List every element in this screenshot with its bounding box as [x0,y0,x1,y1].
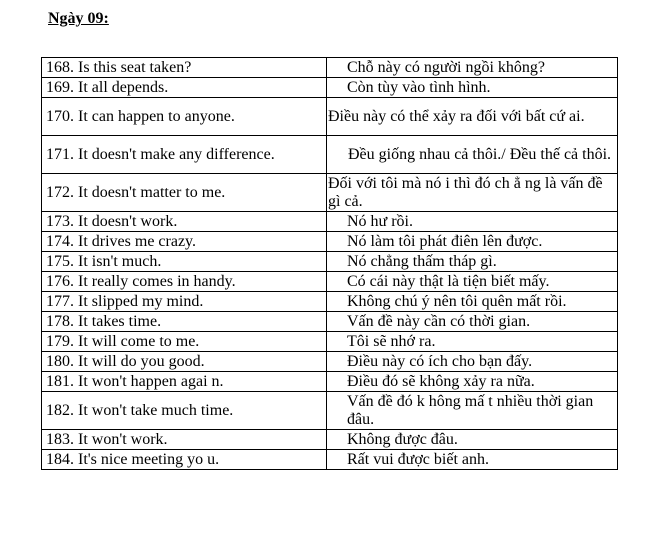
english-phrase: 178. It takes time. [42,312,327,332]
table-row [42,136,618,174]
vietnamese-translation: Còn tùy vào tình hình. [327,78,618,98]
english-phrase: 179. It will come to me. [42,332,327,352]
table-row [42,372,618,392]
vietnamese-translation: Tôi sẽ nhớ ra. [327,332,618,352]
phrase-table [41,57,618,470]
table-row [42,292,618,312]
vietnamese-translation: Điều này có ích cho bạn đấy. [327,352,618,372]
english-phrase: 174. It drives me crazy. [42,232,327,252]
english-phrase: 169. It all depends. [42,78,327,98]
english-phrase: 176. It really comes in handy. [42,272,327,292]
table-row [42,272,618,292]
vietnamese-translation: Vấn đề này cần có thời gian. [327,312,618,332]
vietnamese-translation: Chỗ này có người ngồi không? [327,58,618,78]
table-row [42,212,618,232]
english-phrase: 171. It doesn't make any difference. [42,136,327,174]
table-row [42,232,618,252]
english-phrase: 173. It doesn't work. [42,212,327,232]
vietnamese-translation: Vấn đề đó k hông mấ t nhiều thời gian đâu. [327,392,618,430]
vietnamese-translation: Đối với tôi mà nó i thì đó ch ẳ ng là vấn đề gì cả. [327,174,618,212]
english-phrase: 183. It won't work. [42,430,327,450]
vietnamese-translation: Có cái này thật là tiện biết mấy. [327,272,618,292]
english-phrase: 170. It can happen to anyone. [42,98,327,136]
table-row [42,98,618,136]
table-row [42,430,618,450]
english-phrase: 172. It doesn't matter to me. [42,174,327,212]
table-row [42,58,618,78]
vietnamese-translation: Nó hư rồi. [327,212,618,232]
english-phrase: 168. Is this seat taken? [42,58,327,78]
english-phrase: 181. It won't happen agai n. [42,372,327,392]
vietnamese-translation: Không được đâu. [327,430,618,450]
vietnamese-translation: Không chú ý nên tôi quên mất rồi. [327,292,618,312]
vietnamese-translation: Nó chẳng thấm tháp gì. [327,252,618,272]
table-row [42,312,618,332]
table-row [42,78,618,98]
table-row [42,392,618,430]
table-row [42,332,618,352]
vietnamese-translation: Rất vui được biết anh. [327,450,618,470]
page-heading: Ngày 09: [48,10,109,27]
vietnamese-translation: Điều này có thể xảy ra đối với bất cứ ai. [327,98,618,136]
table-row [42,252,618,272]
vietnamese-translation: Điều đó sẽ không xảy ra nữa. [327,372,618,392]
vietnamese-translation: Nó làm tôi phát điên lên được. [327,232,618,252]
table-row [42,450,618,470]
vietnamese-translation: Đều giống nhau cả thôi./ Đều thế cả thôi. [327,136,618,174]
english-phrase: 180. It will do you good. [42,352,327,372]
english-phrase: 177. It slipped my mind. [42,292,327,312]
english-phrase: 182. It won't take much time. [42,392,327,430]
table-row [42,352,618,372]
table-row [42,174,618,212]
english-phrase: 175. It isn't much. [42,252,327,272]
english-phrase: 184. It's nice meeting yo u. [42,450,327,470]
